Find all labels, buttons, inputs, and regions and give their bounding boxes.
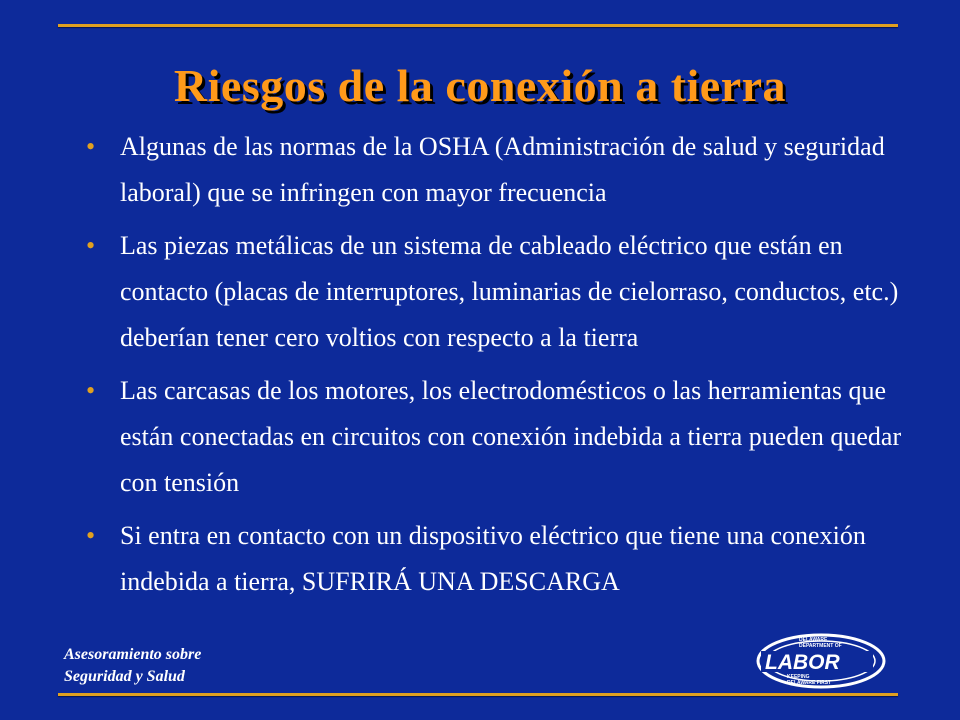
bullet-item bbox=[86, 223, 916, 361]
logo-sub-text: DEPARTMENT OF bbox=[799, 643, 842, 649]
logo-main-text: LABOR bbox=[765, 651, 840, 674]
bullet-marker: • bbox=[86, 521, 96, 550]
logo-tag-2: DELAWARE FIRST bbox=[787, 680, 832, 686]
bullet-marker: • bbox=[86, 132, 96, 161]
footer-organization bbox=[64, 644, 201, 688]
bottom-divider bbox=[58, 693, 898, 696]
bullet-text: Las carcasas de los motores, los electrodomésticos o las herramientas que están conectadas en circuitos con conexión indebida a tierra pueden quedar con tensión bbox=[120, 376, 902, 497]
bullet-text: Las piezas metálicas de un sistema de cableado eléctrico que están en contacto (placas de interruptores, luminarias de cielorraso, conductos, etc.) deberían tener cero voltios con respecto a la tierra bbox=[120, 231, 899, 352]
bullet-item bbox=[86, 513, 916, 605]
slide-title: Riesgos de la conexión a tierra bbox=[173, 60, 787, 111]
top-divider bbox=[58, 24, 898, 27]
footer-line-2: Seguridad y Salud bbox=[64, 668, 185, 685]
bullet-text: Si entra en contacto con un dispositivo eléctrico que tiene una conexión indebida a tierra, SUFRIRÁ UNA DESCARGA bbox=[120, 521, 866, 596]
bullet-list bbox=[86, 124, 916, 612]
bullet-item bbox=[86, 124, 916, 216]
bullet-text: Algunas de las normas de la OSHA (Administración de salud y seguridad laboral) que se infringen con mayor frecuencia bbox=[120, 132, 885, 207]
bullet-marker: • bbox=[86, 376, 96, 405]
bullet-marker: • bbox=[86, 231, 96, 260]
logo-tag-1: KEEPING bbox=[787, 674, 810, 680]
delaware-labor-logo bbox=[755, 632, 887, 690]
footer-line-1: Asesoramiento sobre bbox=[64, 646, 202, 663]
logo-top-text: DELAWARE bbox=[799, 637, 828, 643]
bullet-item bbox=[86, 368, 916, 506]
